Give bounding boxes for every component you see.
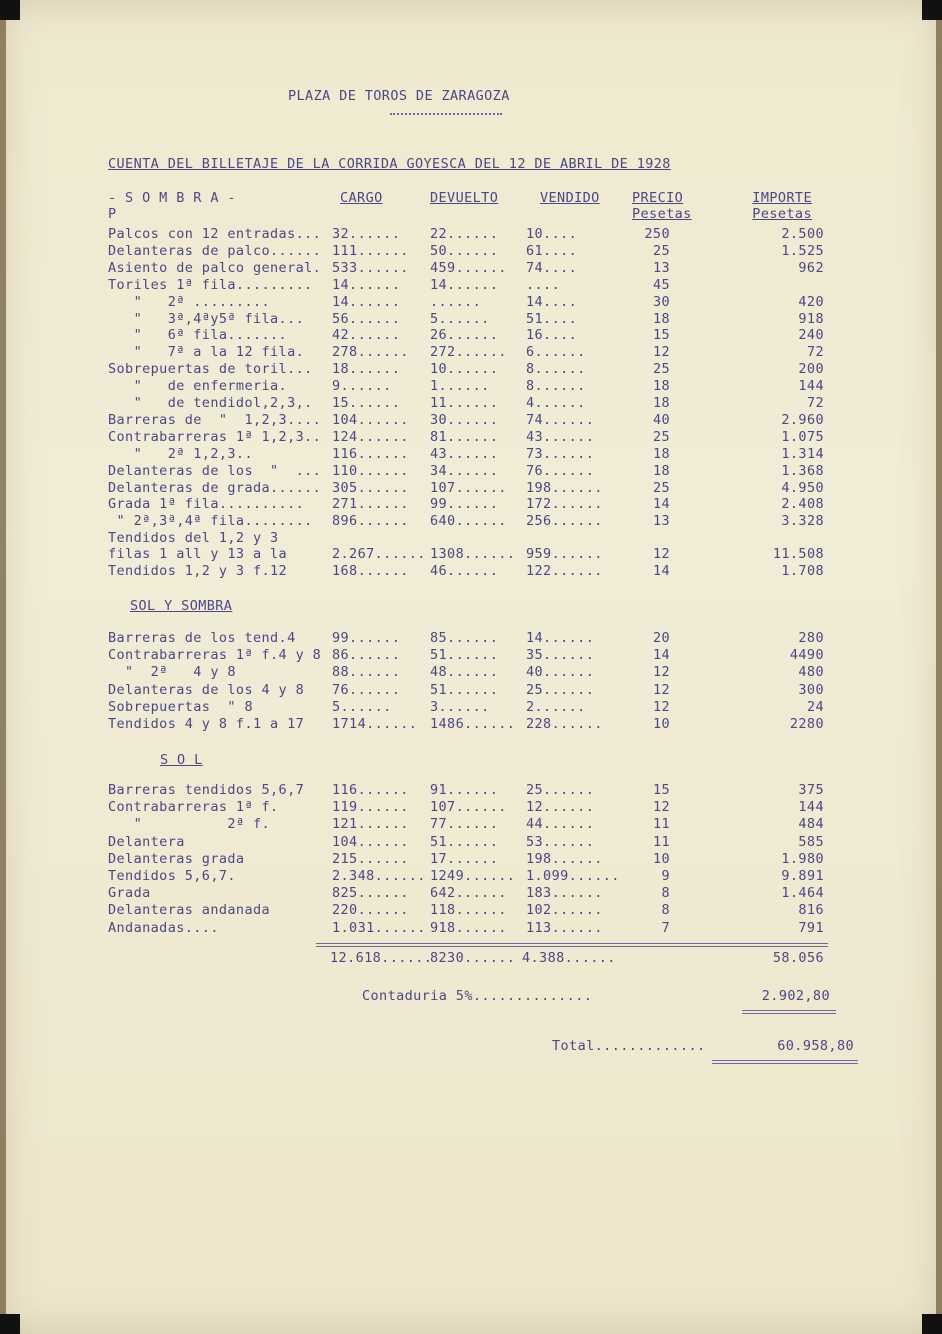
- document-subtitle: CUENTA DEL BILLETAJE DE LA CORRIDA GOYESCA DEL 12 DE ABRIL DE 1928: [108, 156, 671, 172]
- row-vendido: 44......: [526, 816, 595, 833]
- col-header-importe: IMPORTE: [752, 190, 812, 206]
- col-header-devuelto: DEVUELTO: [430, 190, 499, 206]
- col-header-cargo: CARGO: [340, 190, 383, 206]
- row-vendido: 102......: [526, 902, 603, 919]
- row-label: Contrabarreras 1ª 1,2,3..: [108, 428, 322, 445]
- row-vendido: 113......: [526, 919, 603, 936]
- row-importe: 3.328: [781, 513, 824, 530]
- grand-total-value: 60.958,80: [777, 1038, 854, 1054]
- row-vendido: 8......: [526, 361, 586, 378]
- total-importe: 58.056: [772, 950, 824, 966]
- row-precio: 12: [652, 664, 670, 681]
- row-importe: 420: [798, 293, 824, 310]
- row-label: Delantera: [108, 833, 185, 850]
- row-label: " 3ª,4ªy5ª fila...: [108, 310, 305, 327]
- row-cargo: 124......: [332, 428, 409, 445]
- row-devuelto: 43......: [430, 445, 499, 462]
- page-edge-right: [936, 0, 942, 1334]
- row-label: " 2ª 1,2,3..: [108, 445, 253, 462]
- row-cargo: 168......: [332, 563, 409, 579]
- total-cargo: 12.618......: [330, 950, 433, 966]
- row-cargo: 42......: [332, 327, 401, 344]
- row-vendido: ....: [526, 276, 561, 293]
- row-importe: 2280: [789, 716, 824, 732]
- row-cargo: 1714......: [332, 716, 418, 732]
- section-sombra-heading: - S O M B R A -: [108, 190, 236, 206]
- row-precio: 13: [652, 513, 670, 530]
- row-importe: 280: [798, 630, 824, 646]
- row-label: " 2ª 4 y 8: [108, 664, 236, 681]
- row-vendido: 61....: [526, 242, 578, 259]
- row-importe: 1.314: [781, 445, 824, 462]
- row-vendido: 16....: [526, 327, 578, 344]
- row-devuelto: 1486......: [430, 716, 516, 732]
- row-precio: 12: [652, 344, 670, 361]
- row-cargo: 2.267......: [332, 546, 426, 562]
- row-devuelto: 46......: [430, 563, 499, 579]
- row-label: Barreras tendidos 5,6,7: [108, 782, 305, 798]
- row-devuelto: 640......: [430, 513, 507, 530]
- title-underline: [390, 113, 502, 115]
- row-vendido: 74......: [526, 411, 595, 428]
- row-cargo: 14......: [332, 293, 401, 310]
- row-precio: 250: [644, 226, 670, 242]
- row-cargo: 119......: [332, 799, 409, 816]
- row-vendido: 25......: [526, 782, 595, 798]
- row-importe: 816: [798, 902, 824, 919]
- row-importe: 1.368: [781, 462, 824, 479]
- row-cargo: 56......: [332, 310, 401, 327]
- row-vendido: 6......: [526, 344, 586, 361]
- totals-rule-double: [316, 946, 828, 947]
- row-devuelto: 85......: [430, 630, 499, 646]
- scan-corner-mark: [0, 1314, 20, 1334]
- row-cargo: 99......: [332, 630, 401, 646]
- row-label: Tendidos 4 y 8 f.1 a 17: [108, 716, 305, 732]
- row-vendido: 35......: [526, 647, 595, 664]
- row-label: Contrabarreras 1ª f.: [108, 799, 279, 816]
- col-header-importe-unit: Pesetas: [752, 206, 812, 222]
- row-precio: 25: [652, 361, 670, 378]
- row-importe: 24: [806, 698, 824, 715]
- row-cargo: 9......: [332, 378, 392, 395]
- row-importe: 4.950: [781, 479, 824, 496]
- row-precio: 12: [652, 698, 670, 715]
- row-label: " de enfermeria.: [108, 378, 288, 395]
- row-devuelto: 1308......: [430, 546, 516, 562]
- row-devuelto: 5......: [430, 310, 490, 327]
- row-label: Asiento de palco general.: [108, 259, 322, 276]
- row-devuelto: 91......: [430, 782, 499, 798]
- row-label: filas 1 all y 13 a la: [108, 546, 288, 562]
- row-devuelto: 48......: [430, 664, 499, 681]
- total-devuelto: 8230......: [430, 950, 516, 966]
- row-importe: 962: [798, 259, 824, 276]
- row-vendido: 4......: [526, 395, 586, 411]
- section-sol-heading: S O L: [160, 752, 203, 768]
- row-devuelto: 81......: [430, 428, 499, 445]
- row-precio: 9: [661, 868, 670, 884]
- row-importe: 480: [798, 664, 824, 681]
- totals-rule: [316, 943, 828, 944]
- row-devuelto: 17......: [430, 850, 499, 867]
- row-cargo: 278......: [332, 344, 409, 361]
- row-devuelto: 34......: [430, 462, 499, 479]
- row-importe: 144: [798, 378, 824, 395]
- row-precio: 11: [652, 833, 670, 850]
- row-precio: 10: [652, 716, 670, 732]
- row-vendido: 172......: [526, 496, 603, 513]
- row-precio: 8: [661, 902, 670, 919]
- row-vendido: 73......: [526, 445, 595, 462]
- row-label: " 6ª fila.......: [108, 327, 288, 344]
- row-label: Delanteras andanada: [108, 902, 271, 919]
- row-vendido: 53......: [526, 833, 595, 850]
- row-label: Grada: [108, 885, 151, 902]
- row-precio: 14: [652, 496, 670, 513]
- row-cargo: 14......: [332, 276, 401, 293]
- section-solysombra-heading: SOL Y SOMBRA: [130, 598, 233, 614]
- row-label: " 2ª f.: [108, 816, 271, 833]
- row-importe: 2.408: [781, 496, 824, 513]
- row-vendido: 12......: [526, 799, 595, 816]
- row-label: Tendidos 1,2 y 3 f.12: [108, 563, 288, 579]
- document-title: PLAZA DE TOROS DE ZARAGOZA: [288, 88, 510, 104]
- row-label: " 7ª a la 12 fila.: [108, 344, 305, 361]
- row-importe: 585: [798, 833, 824, 850]
- row-precio: 25: [652, 242, 670, 259]
- col-header-precio-unit: Pesetas: [632, 206, 692, 222]
- grand-total-rule-double: [712, 1063, 858, 1064]
- row-devuelto: 10......: [430, 361, 499, 378]
- row-cargo: 15......: [332, 395, 401, 411]
- row-cargo: 305......: [332, 479, 409, 496]
- row-devuelto: 77......: [430, 816, 499, 833]
- row-precio: 15: [652, 782, 670, 798]
- row-precio: 11: [652, 816, 670, 833]
- row-importe: 300: [798, 681, 824, 698]
- row-devuelto: 459......: [430, 259, 507, 276]
- row-precio: 25: [652, 479, 670, 496]
- row-devuelto: 107......: [430, 799, 507, 816]
- row-vendido: 74....: [526, 259, 578, 276]
- total-vendido: 4.388......: [522, 950, 616, 966]
- row-cargo: 32......: [332, 226, 401, 242]
- row-vendido: 8......: [526, 378, 586, 395]
- row-devuelto: 99......: [430, 496, 499, 513]
- row-cargo: 825......: [332, 885, 409, 902]
- row-label: Grada 1ª fila..........: [108, 496, 305, 513]
- row-precio: 25: [652, 428, 670, 445]
- row-label: Tendidos 5,6,7.: [108, 868, 236, 884]
- tendidos-label-line1: Tendidos del 1,2 y 3: [108, 530, 279, 546]
- col-header-precio: PRECIO: [632, 190, 684, 206]
- row-devuelto: 22......: [430, 226, 499, 242]
- row-precio: 45: [652, 276, 670, 293]
- row-cargo: 111......: [332, 242, 409, 259]
- col-header-vendido: VENDIDO: [540, 190, 600, 206]
- row-label: Barreras de los tend.4: [108, 630, 296, 646]
- row-precio: 18: [652, 395, 670, 411]
- row-vendido: 51....: [526, 310, 578, 327]
- row-importe: 484: [798, 816, 824, 833]
- row-label: Delanteras de palco......: [108, 242, 322, 259]
- row-label: Palcos con 12 entradas...: [108, 226, 322, 242]
- row-vendido: 1.099......: [526, 868, 620, 884]
- row-vendido: 10....: [526, 226, 578, 242]
- row-devuelto: ......: [430, 293, 482, 310]
- row-label: Andanadas....: [108, 919, 219, 936]
- row-importe: 2.960: [781, 411, 824, 428]
- row-label: Sobrepuertas de toril...: [108, 361, 313, 378]
- row-vendido: 43......: [526, 428, 595, 445]
- row-precio: 14: [652, 563, 670, 579]
- contaduria-rule: [742, 1010, 836, 1011]
- grand-total-label: Total.............: [552, 1038, 706, 1054]
- scan-corner-mark: [0, 0, 20, 20]
- row-vendido: 40......: [526, 664, 595, 681]
- row-label: " 2ª,3ª,4ª fila........: [108, 513, 313, 530]
- row-vendido: 122......: [526, 563, 603, 579]
- scan-corner-mark: [922, 0, 942, 20]
- row-vendido: 76......: [526, 462, 595, 479]
- grand-total-rule: [712, 1060, 858, 1061]
- row-devuelto: 50......: [430, 242, 499, 259]
- p-mark: P: [108, 206, 117, 222]
- row-devuelto: 51......: [430, 681, 499, 698]
- row-label: Barreras de " 1,2,3....: [108, 411, 322, 428]
- row-precio: 8: [661, 885, 670, 902]
- row-importe: 240: [798, 327, 824, 344]
- row-devuelto: 107......: [430, 479, 507, 496]
- row-cargo: 121......: [332, 816, 409, 833]
- row-importe: 791: [798, 919, 824, 936]
- row-precio: 18: [652, 462, 670, 479]
- row-vendido: 198......: [526, 850, 603, 867]
- row-precio: 40: [652, 411, 670, 428]
- row-precio: 12: [652, 546, 670, 562]
- row-devuelto: 14......: [430, 276, 499, 293]
- row-vendido: 228......: [526, 716, 603, 732]
- row-cargo: 220......: [332, 902, 409, 919]
- row-importe: 72: [806, 344, 824, 361]
- scan-corner-mark: [922, 1314, 942, 1334]
- row-precio: 18: [652, 378, 670, 395]
- row-cargo: 533......: [332, 259, 409, 276]
- row-label: Toriles 1ª fila.........: [108, 276, 313, 293]
- row-vendido: 183......: [526, 885, 603, 902]
- row-cargo: 110......: [332, 462, 409, 479]
- row-cargo: 1.031......: [332, 919, 426, 936]
- row-vendido: 256......: [526, 513, 603, 530]
- row-cargo: 5......: [332, 698, 392, 715]
- contaduria-value: 2.902,80: [761, 988, 830, 1004]
- row-cargo: 86......: [332, 647, 401, 664]
- row-precio: 15: [652, 327, 670, 344]
- row-precio: 30: [652, 293, 670, 310]
- row-cargo: 76......: [332, 681, 401, 698]
- row-devuelto: 51......: [430, 833, 499, 850]
- row-cargo: 18......: [332, 361, 401, 378]
- row-precio: 12: [652, 799, 670, 816]
- row-precio: 18: [652, 445, 670, 462]
- row-precio: 7: [661, 919, 670, 936]
- row-cargo: 896......: [332, 513, 409, 530]
- row-cargo: 88......: [332, 664, 401, 681]
- row-precio: 10: [652, 850, 670, 867]
- contaduria-rule-double: [742, 1013, 836, 1014]
- row-cargo: 116......: [332, 445, 409, 462]
- row-devuelto: 26......: [430, 327, 499, 344]
- row-importe: 1.708: [781, 563, 824, 579]
- row-precio: 12: [652, 681, 670, 698]
- row-cargo: 215......: [332, 850, 409, 867]
- row-vendido: 198......: [526, 479, 603, 496]
- row-devuelto: 1......: [430, 378, 490, 395]
- row-cargo: 271......: [332, 496, 409, 513]
- row-importe: 918: [798, 310, 824, 327]
- row-precio: 13: [652, 259, 670, 276]
- row-importe: 1.525: [781, 242, 824, 259]
- row-label: Sobrepuertas " 8: [108, 698, 253, 715]
- row-vendido: 959......: [526, 546, 603, 562]
- row-cargo: 2.348......: [332, 868, 426, 884]
- row-vendido: 14....: [526, 293, 578, 310]
- row-devuelto: 51......: [430, 647, 499, 664]
- row-devuelto: 30......: [430, 411, 499, 428]
- row-precio: 14: [652, 647, 670, 664]
- row-vendido: 25......: [526, 681, 595, 698]
- row-importe: 2.500: [781, 226, 824, 242]
- contaduria-label: Contaduria 5%..............: [362, 988, 593, 1004]
- row-label: Delanteras de los " ...: [108, 462, 322, 479]
- row-cargo: 104......: [332, 833, 409, 850]
- row-precio: 20: [652, 630, 670, 646]
- row-label: Delanteras de grada......: [108, 479, 322, 496]
- row-label: Contrabarreras 1ª f.4 y 8: [108, 647, 322, 664]
- row-importe: 1.075: [781, 428, 824, 445]
- row-devuelto: 642......: [430, 885, 507, 902]
- row-devuelto: 11......: [430, 395, 499, 411]
- row-devuelto: 118......: [430, 902, 507, 919]
- row-label: Delanteras grada: [108, 850, 245, 867]
- row-devuelto: 272......: [430, 344, 507, 361]
- row-importe: 144: [798, 799, 824, 816]
- row-vendido: 2......: [526, 698, 586, 715]
- page-edge-left: [0, 0, 6, 1334]
- row-devuelto: 1249......: [430, 868, 516, 884]
- row-precio: 18: [652, 310, 670, 327]
- row-importe: 11.508: [772, 546, 824, 562]
- row-label: " de tendidol,2,3,.: [108, 395, 313, 411]
- row-devuelto: 3......: [430, 698, 490, 715]
- row-vendido: 14......: [526, 630, 595, 646]
- row-importe: 4490: [789, 647, 824, 664]
- row-importe: 1.980: [781, 850, 824, 867]
- row-importe: 200: [798, 361, 824, 378]
- row-importe: 72: [806, 395, 824, 411]
- row-label: " 2ª .........: [108, 293, 271, 310]
- row-devuelto: 918......: [430, 919, 507, 936]
- row-cargo: 116......: [332, 782, 409, 798]
- row-label: Delanteras de los 4 y 8: [108, 681, 305, 698]
- row-importe: 1.464: [781, 885, 824, 902]
- row-importe: 375: [798, 782, 824, 798]
- row-cargo: 104......: [332, 411, 409, 428]
- row-importe: 9.891: [781, 868, 824, 884]
